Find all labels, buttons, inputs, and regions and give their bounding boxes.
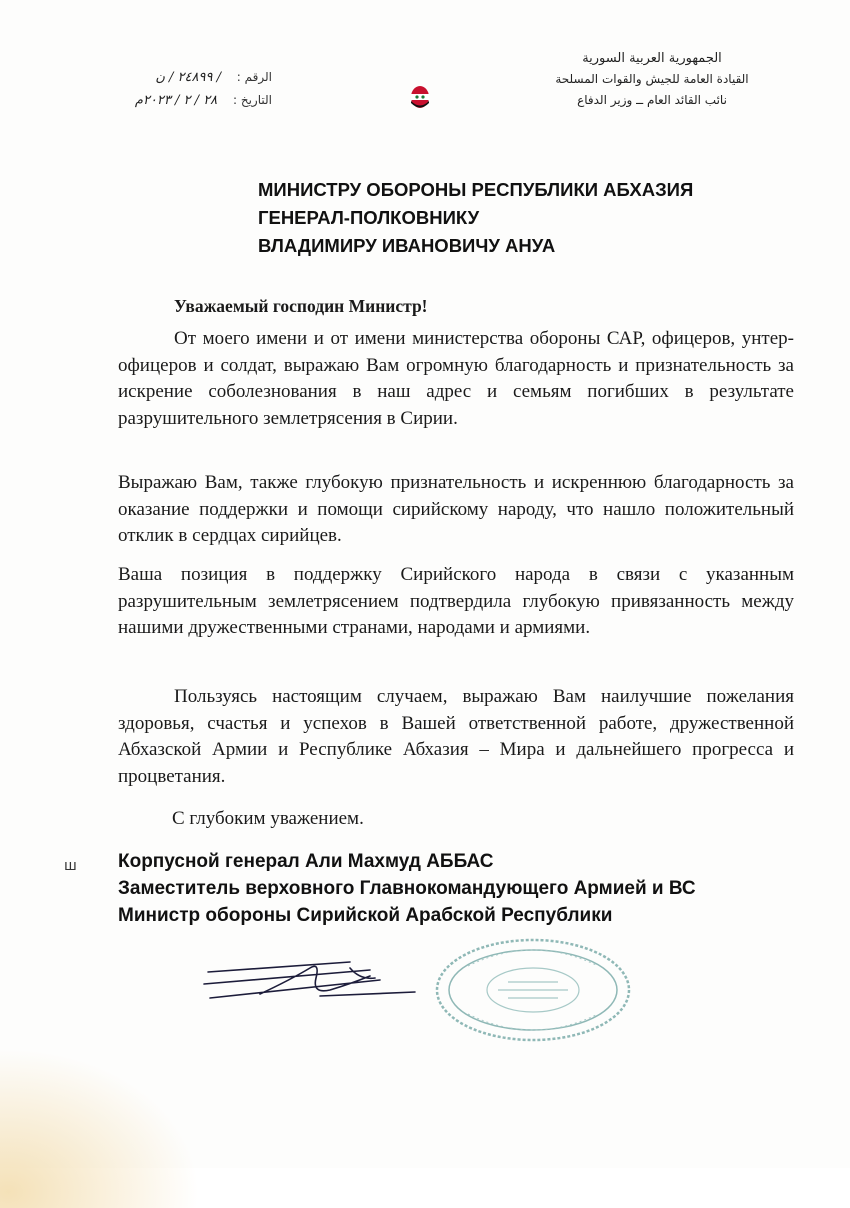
reference-number-value: / ٢٤٨٩٩ / ن xyxy=(155,70,221,85)
reference-number-row xyxy=(42,66,272,89)
handwritten-signature xyxy=(200,950,430,1010)
reference-date-row xyxy=(42,89,272,112)
addressee-line-title: МИНИСТРУ ОБОРОНЫ РЕСПУБЛИКИ АБХАЗИЯ xyxy=(258,179,694,200)
reference-block xyxy=(42,66,272,112)
letterhead-command: القيادة العامة للجيش والقوات المسلحة xyxy=(555,72,749,86)
addressee-block xyxy=(258,176,693,260)
letterhead-country: الجمهورية العربية السورية xyxy=(582,51,722,66)
letterhead-office: نائب القائد العام ــ وزير الدفاع xyxy=(577,93,727,107)
signer-position: Заместитель верховного Главнокомандующего Армией и ВС xyxy=(118,878,696,899)
addressee-line-rank: ГЕНЕРАЛ-ПОЛКОВНИКУ xyxy=(258,207,480,228)
paragraph-position: Ваша позиция в поддержку Сирийского народа в связи с указанным разрушительным землетрясением подтвердила глубокую привязанность между нашими дружественными странами, народами и армиями. xyxy=(118,564,794,638)
addressee-line-name: ВЛАДИМИРУ ИВАНОВИЧУ АНУА xyxy=(258,235,556,256)
official-stamp xyxy=(428,930,638,1050)
reference-date-label: التاريخ : xyxy=(232,93,272,107)
handwritten-mark: ш xyxy=(64,858,77,874)
syrian-emblem-icon xyxy=(408,84,432,110)
signer-office: Министр обороны Сирийской Арабской Республики xyxy=(118,905,613,926)
paragraph-gratitude: Выражаю Вам, также глубокую признательность и искреннюю благодарность за оказание поддержки и помощи сирийскому народу, что нашло положительный отклик в сердцах сирийцев. xyxy=(118,472,794,546)
signer-block xyxy=(118,848,696,929)
closing-phrase: С глубоким уважением. xyxy=(172,808,364,829)
paragraph-condolences: От моего имени и от имени министерства обороны САР, офицеров, унтер-офицеров и солдат, выражаю Вам огромную благодарность и признательность за искрение соболезнования в наш адрес и семьям погибших в результате разрушительного землетрясения в Сирии. xyxy=(118,328,794,429)
signer-name: Корпусной генерал Али Махмуд АББАС xyxy=(118,851,494,872)
paper-stain xyxy=(0,1048,200,1208)
reference-number-label: الرقم : xyxy=(236,70,272,84)
salutation: Уважаемый господин Министр! xyxy=(174,296,428,316)
arabic-letterhead xyxy=(532,48,772,111)
paragraph-wishes: Пользуясь настоящим случаем, выражаю Вам наилучшие пожелания здоровья, счастья и успехов в Вашей ответственной работе, дружественной Абхазской Армии и Республике Абхазия – Мира и дальнейшего прогресса и процветания. xyxy=(118,686,794,787)
reference-date-value: ٢٨ / ٢ / ٢٠٢٣م xyxy=(134,93,218,108)
